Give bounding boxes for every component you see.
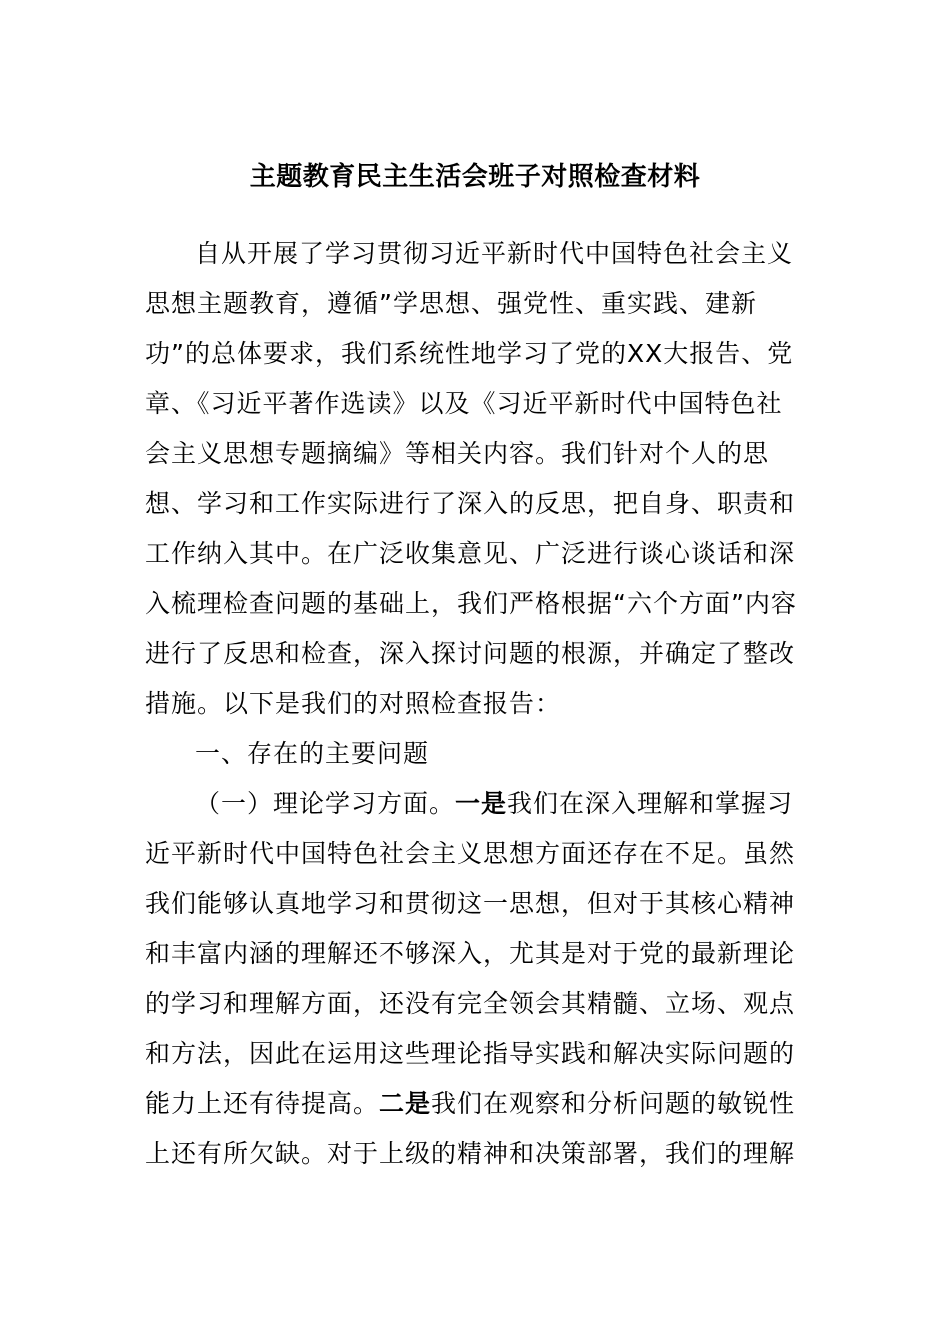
intro-paragraph: 自从开展了学习贯彻习近平新时代中国特色社会主义思想主题教育，遵循”学思想、强党性、重实践、建新功”的总体要求，我们系统性地学习了党的XX大报告、党章、《习近平著作选读》以及《习近平新时代中国特色社会主义思想专题摘编》等相关内容。我们针对个人的思想、学习和工作实际进行了深入的反思，把自身、职责和工作纳入其中。在广泛收集意见、广泛进行谈心谈话和深入梳理检查问题的基础上，我们严格根据“六个方面”内容进行了反思和检查，深入探讨问题的根源，并确定了整改措施。以下是我们的对照检查报告： [145,239,797,718]
point-two-text: 我们在观察和分析问题的敏锐性上还有所欠缺。对于上级的精神和决策部署，我们的理解 [145,1089,796,1168]
point-two-marker: 二是 [379,1089,432,1118]
section-heading-problems: 一、存在的主要问题 [195,739,430,768]
theory-study-paragraph [145,779,805,1179]
point-one-text: 我们在深入理解和掌握习近平新时代中国特色社会主义思想方面还存在不足。虽然我们能够认真地学习和贯彻这一思想，但对于其核心精神和丰富内涵的理解还不够深入，尤其是对于党的最新理论的学习和理解方面，还没有完全领会其精髓、立场、观点和方法，因此在运用这些理论指导实践和解决实际问题的能力上还有待提高。 [145,789,796,1118]
subsection-label: （一）理论学习方面。 [195,789,456,818]
point-one-marker: 一是 [455,789,508,818]
document-title: 主题教育民主生活会班子对照检查材料 [249,162,701,192]
document-body [145,229,805,1179]
